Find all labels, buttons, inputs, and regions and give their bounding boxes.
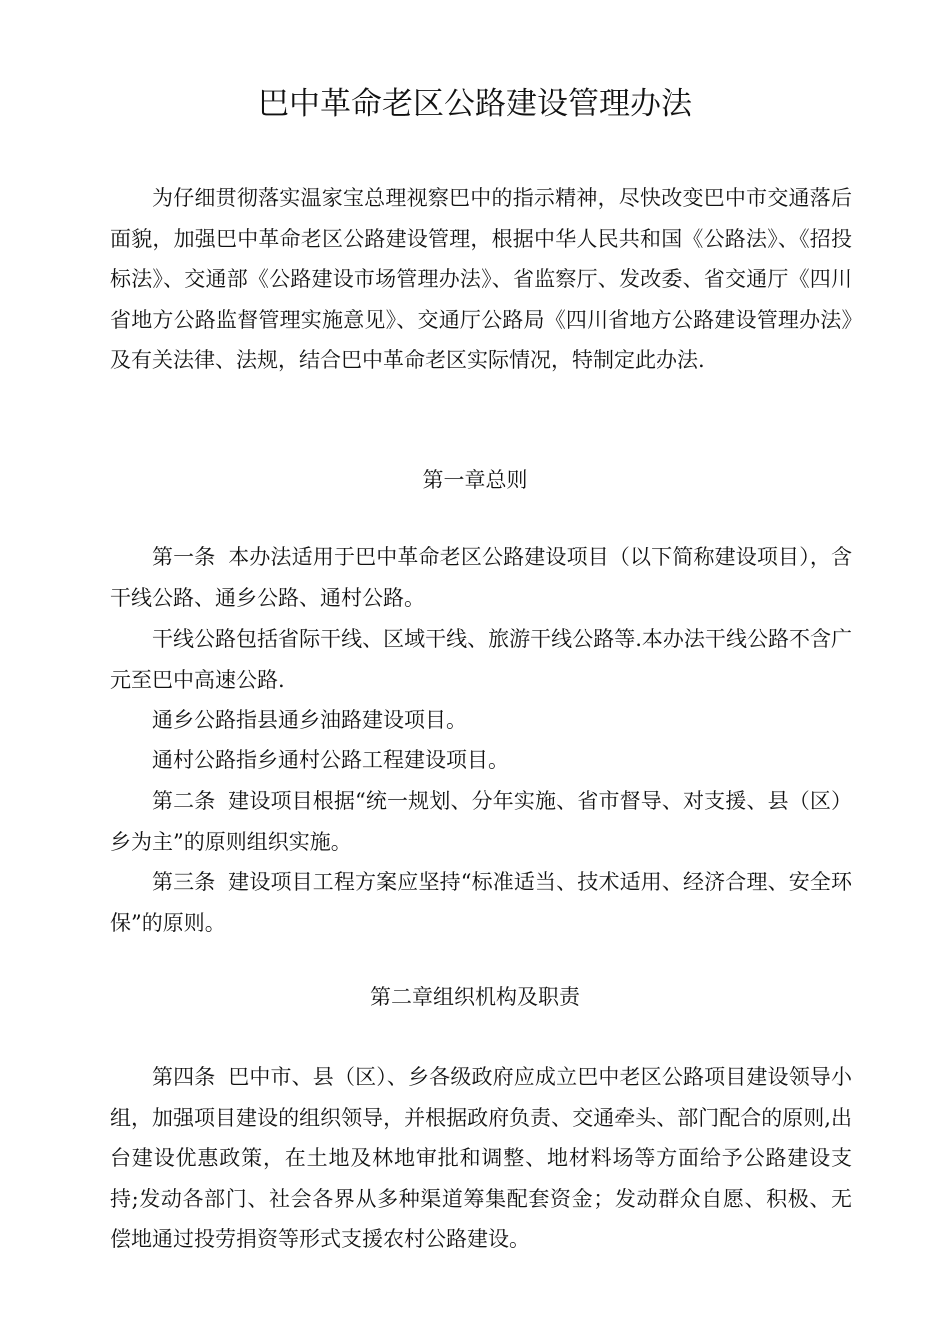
- document-title: 巴中革命老区公路建设管理办法: [258, 86, 692, 122]
- article-4-label: 第四条: [152, 1065, 216, 1089]
- article-1-text: 本办法适用于巴中革命老区公路建设项目（以下简称建设项目），含干线公路、通乡公路、通村公路。: [110, 545, 853, 610]
- article-3-text: 建设项目工程方案应坚持“标准适当、技术适用、经济合理、安全环保”的原则。: [110, 870, 853, 935]
- preamble-paragraph: 为仔细贯彻落实温家宝总理视察巴中的指示精神，尽快改变巴中市交通落后面貌，加强巴中革命老区公路建设管理，根据中华人民共和国《公路法》、《招投标法》、交通部《公路建设市场管理办法》、省监察厅、发改委、省交通厅《四川省地方公路监督管理实施意见》、交通厅公路局《四川省地方公路建设管理办法》及有关法律、法规，结合巴中革命老区实际情况，特制定此办法.: [110, 186, 852, 372]
- article-2-paragraph: [110, 781, 852, 862]
- article-3-label: 第三条: [152, 870, 216, 894]
- article-2-text: 建设项目根据“统一规划、分年实施、省市督导、对支援、县（区）乡为主”的原则组织实施。: [110, 789, 853, 854]
- article-3-paragraph: [110, 862, 852, 943]
- article-1-village-roads: 通村公路指乡通村公路工程建设项目。: [152, 748, 509, 772]
- article-4-paragraph: [110, 1057, 852, 1260]
- chapter-2-heading: 第二章组织机构及职责: [370, 985, 580, 1009]
- article-1-paragraph: [110, 537, 852, 618]
- article-1-trunk-roads: 干线公路包括省际干线、区域干线、旅游干线公路等.本办法干线公路不含广元至巴中高速公路.: [110, 627, 852, 692]
- article-1-label: 第一条: [152, 545, 216, 569]
- article-4-text: 巴中市、县（区）、乡各级政府应成立巴中老区公路项目建设领导小组，加强项目建设的组织领导，并根据政府负责、交通牵头、部门配合的原则,出台建设优惠政策，在土地及林地审批和调整、地材料场等方面给予公路建设支持;发动各部门、社会各界从多种渠道筹集配套资金；发动群众自愿、积极、无偿地通过投劳捐资等形式支援农村公路建设。: [110, 1065, 853, 1251]
- article-2-label: 第二条: [152, 789, 216, 813]
- article-1-township-roads: 通乡公路指县通乡油路建设项目。: [152, 708, 467, 732]
- chapter-1-heading: 第一章总则: [422, 468, 528, 492]
